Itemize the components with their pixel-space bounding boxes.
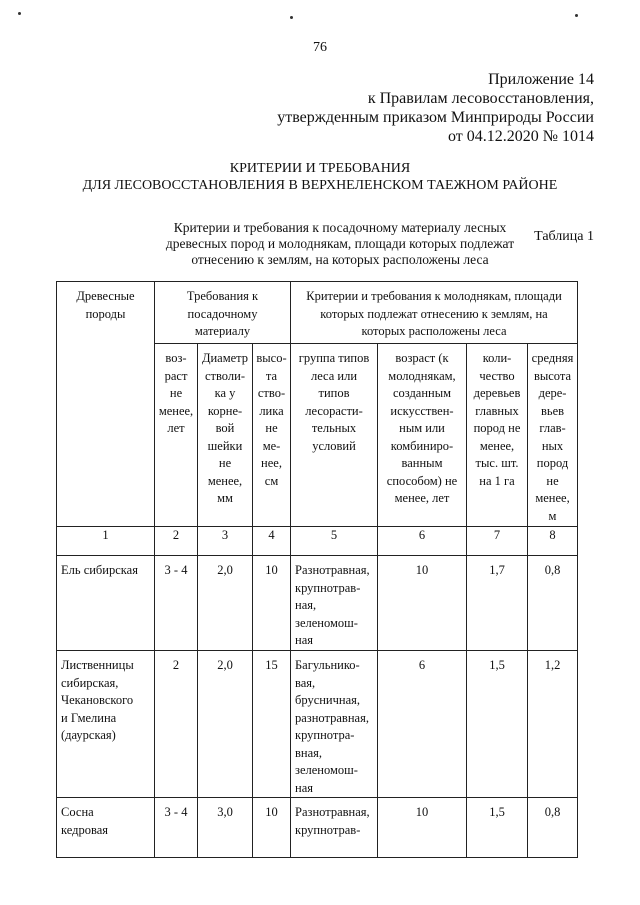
column-number: 4 — [253, 527, 291, 556]
cell-text-line: зеленомош- — [295, 615, 358, 630]
title-line: КРИТЕРИИ И ТРЕБОВАНИЯ — [229, 161, 411, 176]
cell-text-line: не — [546, 473, 559, 488]
cell-text-line: ным или — [399, 421, 445, 435]
species-cell — [57, 798, 155, 858]
cell-text-line: менее, — [158, 403, 194, 418]
cell-text-line: зеленомош- — [295, 763, 358, 777]
appendix-line: Приложение 14 — [488, 71, 594, 88]
cell-text-line: типов — [318, 386, 350, 400]
avg-height-cell: 0,8 — [528, 556, 578, 651]
cell-text-line: и Гмелина — [61, 710, 117, 725]
column-number-row — [57, 527, 578, 556]
cell-text-line: Требования к — [186, 289, 259, 303]
cell-text-line: созданным — [392, 386, 452, 400]
cell-text-line: коли- — [482, 351, 512, 365]
cell-text-line: лет — [167, 421, 185, 435]
title-line: ДЛЯ ЛЕСОВОССТАНОВЛЕНИЯ В ВЕРХНЕЛЕНСКОМ ТАЕЖНОМ РАЙОНЕ — [82, 178, 558, 193]
cell-text-line: условий — [312, 438, 356, 453]
tree-count-cell: 1,7 — [467, 556, 528, 651]
cell-text-line: менее, — [535, 491, 570, 505]
cell-text-line: корне- — [207, 403, 243, 418]
cell-text-line: дере- — [538, 386, 567, 400]
cell-text-line: менее, — [207, 473, 243, 488]
cell-text-line: ная, — [295, 598, 317, 612]
cell-text-line: высо- — [256, 351, 287, 365]
header-height — [253, 344, 291, 527]
cell-text-line: молоднякам, — [388, 368, 456, 383]
cell-text-line: крупнотра- — [295, 728, 355, 742]
table-label: Таблица 1 — [534, 229, 594, 244]
cell-text-line: глав- — [539, 421, 566, 435]
cell-text-line: кедровая — [61, 822, 109, 837]
age-cell: 3 - 4 — [155, 556, 198, 651]
cell-text-line: шейки — [207, 438, 243, 453]
table-row — [57, 651, 578, 798]
caption-line: Критерии и требования к посадочному материалу лесных — [173, 220, 507, 235]
cell-text-line: тельных — [311, 421, 357, 435]
cell-text-line: пород — [536, 456, 569, 470]
header-avg-height — [528, 344, 578, 527]
appendix-line: утвержденным приказом Минприроды России — [277, 109, 594, 126]
cell-text-line: ка у — [214, 386, 236, 400]
cell-text-line: средняя — [531, 351, 574, 365]
caption-line: отнесению к землям, на которых расположены леса — [191, 252, 489, 267]
cell-text-line: м — [548, 508, 557, 523]
cell-text-line: искусствен- — [390, 403, 454, 418]
header-young-stands — [291, 282, 578, 344]
header-planting-material — [155, 282, 291, 344]
table-caption — [150, 220, 530, 268]
document-title — [0, 160, 640, 194]
cell-text-line: разнотравная, — [295, 710, 369, 725]
cell-text-line: менее, лет — [394, 491, 450, 505]
cell-text-line: вная, — [295, 745, 323, 760]
column-number: 8 — [528, 527, 578, 556]
cell-text-line: Багульнико- — [295, 658, 360, 672]
cell-text-line: вьев — [540, 403, 565, 418]
diameter-cell: 3,0 — [198, 798, 253, 858]
column-number: 3 — [198, 527, 253, 556]
header-age — [155, 344, 198, 527]
cell-text-line: ных — [541, 438, 564, 453]
cell-text-line: не — [265, 421, 278, 435]
cell-text-line: та — [265, 368, 278, 383]
cell-text-line: лесорасти- — [305, 403, 363, 418]
cell-text-line: не — [218, 456, 232, 470]
table-row — [57, 556, 578, 651]
cell-text-line: высота — [533, 368, 572, 383]
cell-text-line: Лиственницы — [61, 658, 134, 672]
cell-text-line: воз- — [165, 351, 187, 365]
cell-text-line: посадочному — [187, 306, 258, 321]
cell-text-line: вая, — [295, 675, 316, 690]
caption-line: древесных пород и молоднякам, площади которых подлежат — [165, 236, 515, 251]
cell-text-line: которых расположены леса — [361, 324, 507, 338]
cell-text-line: мм — [217, 491, 233, 505]
avg-height-cell: 0,8 — [528, 798, 578, 858]
diameter-cell: 2,0 — [198, 556, 253, 651]
cell-text-line: породы — [85, 306, 126, 321]
cell-text-line: ная — [295, 780, 313, 795]
cell-text-line: Чекановского — [61, 693, 134, 707]
cell-text-line: раст — [164, 368, 188, 383]
cell-text-line: Критерии и требования к молоднякам, площади — [306, 289, 562, 303]
cell-text-line: вой — [215, 421, 235, 435]
cell-text-line: нее, — [261, 456, 282, 470]
cell-text-line: чество — [479, 368, 515, 383]
tree-count-cell: 1,5 — [467, 651, 528, 798]
appendix-line: к Правилам лесовосстановления, — [367, 90, 594, 107]
appendix-line: от 04.12.2020 № 1014 — [447, 128, 594, 145]
column-number: 5 — [291, 527, 378, 556]
cell-text-line: (даурская) — [61, 728, 116, 742]
scan-speck — [575, 14, 578, 17]
column-number: 6 — [378, 527, 467, 556]
cell-text-line: деревьев — [473, 386, 521, 400]
cell-text-line: комбиниро- — [390, 438, 454, 453]
cell-text-line: см — [264, 473, 279, 488]
cell-text-line: стволи- — [204, 368, 245, 383]
page-number: 76 — [313, 40, 327, 55]
header-species — [57, 282, 155, 527]
header-diameter — [198, 344, 253, 527]
header-young-age — [378, 344, 467, 527]
cell-text-line: ванным — [401, 456, 443, 470]
forest-type-cell — [291, 651, 378, 798]
column-number: 7 — [467, 527, 528, 556]
avg-height-cell: 1,2 — [528, 651, 578, 798]
cell-text-line: группа типов — [298, 351, 370, 365]
cell-text-line: менее, — [479, 438, 515, 453]
header-forest-type — [291, 344, 378, 527]
species-cell — [57, 556, 155, 651]
cell-text-line: материалу — [194, 324, 251, 338]
cell-text-line: Разнотравная, — [295, 805, 370, 819]
scan-speck — [290, 16, 293, 19]
height-cell: 10 — [253, 556, 291, 651]
young-age-cell: 10 — [378, 798, 467, 858]
cell-text-line: ная — [295, 633, 313, 647]
table-row — [57, 798, 578, 858]
cell-text-line: Диаметр — [201, 351, 249, 365]
cell-text-line: крупнотрав- — [295, 580, 361, 595]
cell-text-line: пород не — [473, 421, 521, 435]
cell-text-line: брусничная, — [295, 693, 361, 707]
forest-type-cell — [291, 798, 378, 858]
cell-text-line: на 1 га — [479, 473, 515, 488]
cell-text-line: не — [169, 386, 183, 400]
cell-text-line: сибирская, — [61, 675, 119, 690]
cell-text-line: тыс. шт. — [475, 456, 519, 470]
column-number: 2 — [155, 527, 198, 556]
cell-text-line: Разнотравная, — [295, 563, 370, 577]
cell-text-line: возраст (к — [395, 351, 449, 365]
age-cell: 3 - 4 — [155, 798, 198, 858]
height-cell: 10 — [253, 798, 291, 858]
cell-text-line: ство- — [257, 386, 286, 400]
column-number: 1 — [57, 527, 155, 556]
cell-text-line: Ель сибирская — [61, 563, 138, 577]
diameter-cell: 2,0 — [198, 651, 253, 798]
cell-text-line: ме- — [262, 438, 281, 453]
cell-text-line: главных — [475, 403, 519, 418]
tree-count-cell: 1,5 — [467, 798, 528, 858]
young-age-cell: 10 — [378, 556, 467, 651]
age-cell: 2 — [155, 651, 198, 798]
cell-text-line: крупнотрав- — [295, 822, 361, 837]
criteria-table — [56, 281, 578, 858]
cell-text-line: Древесные — [76, 289, 135, 303]
cell-text-line: которых подлежат отнесению к землям, на — [320, 306, 548, 321]
cell-text-line: леса или — [310, 368, 358, 383]
height-cell: 15 — [253, 651, 291, 798]
forest-type-cell — [291, 556, 378, 651]
young-age-cell: 6 — [378, 651, 467, 798]
cell-text-line: способом) не — [386, 473, 458, 488]
header-tree-count — [467, 344, 528, 527]
scan-speck — [18, 12, 21, 15]
appendix-reference — [277, 70, 594, 146]
cell-text-line: Сосна — [61, 805, 94, 819]
cell-text-line: лика — [259, 403, 284, 418]
species-cell — [57, 651, 155, 798]
